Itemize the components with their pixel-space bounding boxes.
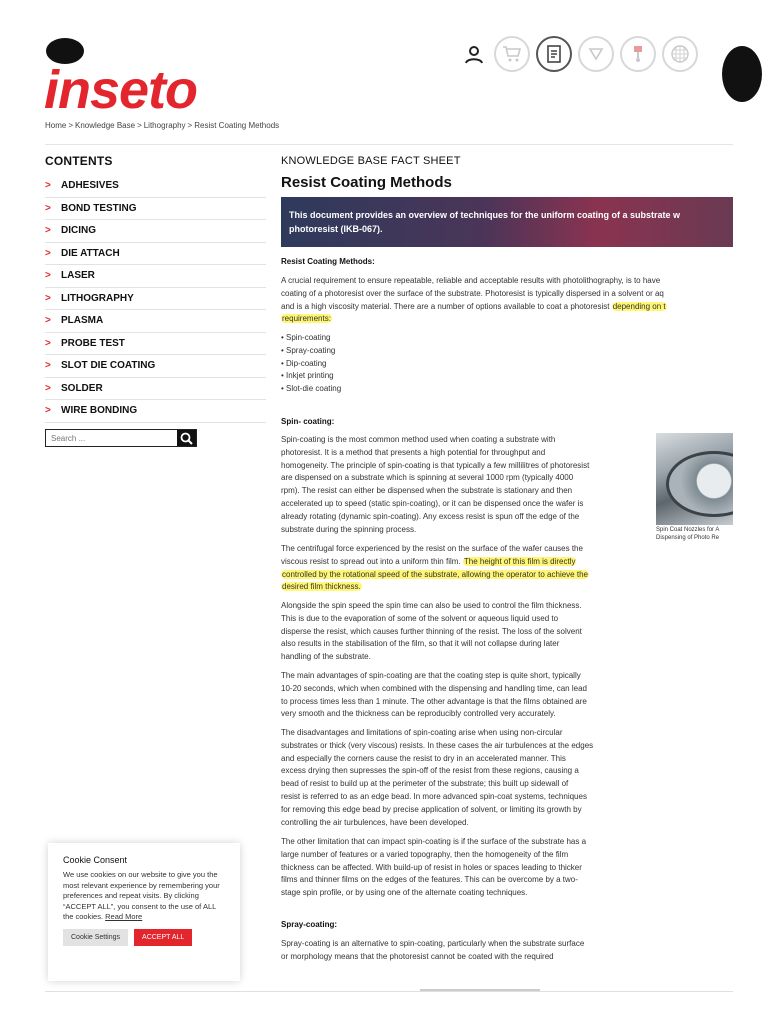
list-item: • Slot-die coating — [281, 384, 342, 394]
header-divider — [45, 144, 733, 145]
sidebar-item-wire-bonding[interactable]: > WIRE BONDING — [45, 400, 266, 423]
page-title: Resist Coating Methods — [281, 174, 452, 191]
footer-divider — [45, 991, 733, 992]
search-input[interactable] — [46, 430, 177, 446]
photo-caption: Spin Coat Nozzles for A Dispensing of Photo Re — [656, 527, 720, 541]
breadcrumb-current: Resist Coating Methods — [194, 121, 280, 130]
search-icon — [180, 432, 193, 445]
sidebar-title: CONTENTS — [45, 154, 113, 168]
chevron-right-icon: > — [45, 405, 51, 417]
brand-logo[interactable]: inseto — [44, 60, 198, 120]
chevron-right-icon: > — [45, 202, 51, 214]
sidebar-nav — [45, 175, 266, 423]
spin-paragraph-2: The centrifugal force experienced by the resist on the surface of the wafer causes the viscous resist to spread out into a uniform thin film. The height of this film is directly controlled by the rotational speed of the substrate, allowing the operator to achieve the desired film thickness. — [281, 544, 588, 592]
sidebar-item-solder[interactable]: > SOLDER — [45, 378, 266, 401]
sidebar-item-probe-test[interactable]: > PROBE TEST — [45, 333, 266, 356]
highlighted-text: controlled by the rotational speed of the substrate, allowing the operator to achieve the — [282, 569, 588, 579]
spin-paragraph-5: The disadvantages and limitations of spin-coating arise when using non-circular substrates or thick (very viscous) resists. In these cases the air turbulences at the edges and especially the corners cause the resist to dry in an accelerated manner. This excess drying then supresses the spin-off of the resist from these regions, causing a bead of resist to build up at the perimeter of the substrate; this built up sidewall of resist is referred to as an edge bead. In more advanced spin-coat systems, techniques for removing this edge bead by precise application of solvent, or limiting its growth by controlling the air turbulences, have been developed. — [281, 728, 594, 827]
highlighted-text: The height of this film is directly — [463, 556, 576, 566]
chevron-right-icon: > — [45, 315, 51, 327]
methods-list — [281, 332, 341, 396]
breadcrumb-lithography[interactable]: Lithography — [143, 121, 186, 130]
methods-intro: A crucial requirement to ensure repeatable, reliable and acceptable results with photolithography, is to have coating of a photoresist over the surface of the substrate. Photoresist is typically dispersed in a solvent or aq and is a high viscosity material. There are a number of options available to coat a photoresist depending on t requirements: — [281, 276, 666, 324]
spin-paragraph-1: Spin-coating is the most common method used when coating a substrate with photoresist. It is a method that presents a high potential for throughput and homogeneity. The principle of spin-coating is that typically a few millilitres of photoresist are dispensed on a substrate which is spinning at several 1000 rpm (typically 4000 rpm). The resist can either be dispensed when the substrate is stationary and then accelerated up to speed (static spin-coating), or it can be dispensed once the wafer is already rotating (dynamic spin-coating). Any excess resist is spun off the edge of the substrate during the spinning process. — [281, 435, 590, 534]
sidebar-item-dicing[interactable]: > DICING — [45, 220, 266, 243]
document-icon[interactable] — [536, 36, 572, 72]
probe-icon[interactable] — [578, 36, 614, 72]
read-more-link[interactable]: Read More — [105, 912, 143, 922]
sidebar-item-lithography[interactable]: > LITHOGRAPHY — [45, 288, 266, 311]
list-item: • Spray-coating — [281, 345, 336, 355]
breadcrumb: Home > Knowledge Base > Lithography > Resist Coating Methods — [45, 121, 280, 130]
accept-all-button[interactable]: ACCEPT ALL — [134, 929, 192, 946]
highlighted-text: requirements: — [282, 314, 331, 324]
sidebar-item-bond-testing[interactable]: > BOND TESTING — [45, 198, 266, 221]
search-box — [45, 429, 197, 447]
chevron-right-icon: > — [45, 180, 51, 192]
search-button[interactable] — [177, 430, 196, 446]
list-item: • Inkjet printing — [281, 371, 334, 381]
kb-label: KNOWLEDGE BASE FACT SHEET — [281, 155, 461, 167]
chevron-right-icon: > — [45, 360, 51, 372]
summary-banner: This document provides an overview of techniques for the uniform coating of a substrate w photoresist (IKB-067). — [281, 197, 733, 247]
chevron-right-icon: > — [45, 225, 51, 237]
section-heading-spin: Spin- coating: — [281, 417, 335, 426]
cart-icon[interactable] — [494, 36, 530, 72]
side-tab[interactable] — [722, 46, 762, 102]
chevron-right-icon: > — [45, 292, 51, 304]
chevron-right-icon: > — [45, 247, 51, 259]
cookie-text: We use cookies on our website to give you the most relevant experience by remembering your preferences and repeat visits. By clicking “ACCEPT ALL”, you consent to the use of ALL the cookies. Read More — [63, 870, 220, 922]
breadcrumb-knowledge-base[interactable]: Knowledge Base — [75, 121, 136, 130]
spin-coat-photo — [656, 433, 733, 525]
highlighted-text: depending on t — [612, 301, 666, 311]
cookie-consent-banner — [48, 843, 240, 981]
highlighted-text: desired film thickness. — [282, 582, 361, 592]
spray-paragraph: Spray-coating is an alternative to spin-coating, particularly when the substrate surface or morphology means that the photoresist cannot be coated with the required — [281, 939, 585, 961]
spin-paragraph-3: Alongside the spin speed the spin time can also be used to control the film thickness. This is due to the evaporation of some of the solvent or aqueous liquid used to disperse the resist, which causes further thinning of the resist. The loss of the solvent also results in the stabilisation of the film, so that it will not collapse during later handling of the substrate. — [281, 601, 582, 662]
chevron-right-icon: > — [45, 382, 51, 394]
chevron-right-icon: > — [45, 270, 51, 282]
sidebar-item-laser[interactable]: > LASER — [45, 265, 266, 288]
list-item: • Dip-coating — [281, 358, 327, 368]
cookie-title: Cookie Consent — [63, 855, 128, 865]
spin-paragraph-6: The other limitation that can impact spin-coating is if the surface of the substrate has a large number of features or a varied topography, then the homogeneity of the film thickness can be affected. With build-up of resist in holes or spaces leading to thicker films and thinner films on the edges of the features. This can be overcome by a two- stage spin profile, or by using one of the alternate coating techniques. — [281, 837, 587, 898]
spin-paragraph-4: The main advantages of spin-coating are that the coating step is quite short, typically 10-20 seconds, which when combined with the dispensing and handling time, can lead to process times less than 1 minute. The other advantage is that the films obtained are very smooth and the thickness can be reproducibly controlled very accurately. — [281, 671, 587, 719]
section-heading-methods: Resist Coating Methods: — [281, 257, 375, 266]
list-item: • Spin-coating — [281, 333, 331, 342]
user-icon[interactable] — [460, 40, 488, 68]
sidebar-item-die-attach[interactable]: > DIE ATTACH — [45, 243, 266, 266]
section-heading-spray: Spray-coating: — [281, 920, 338, 929]
sidebar-item-slot-die-coating[interactable]: > SLOT DIE COATING — [45, 355, 266, 378]
sidebar-item-adhesives[interactable]: > ADHESIVES — [45, 175, 266, 198]
sidebar-item-plasma[interactable]: > PLASMA — [45, 310, 266, 333]
cookie-settings-button[interactable]: Cookie Settings — [63, 929, 128, 946]
breadcrumb-home[interactable]: Home — [45, 121, 67, 130]
wafer-grid-icon[interactable] — [662, 36, 698, 72]
header-icons — [460, 36, 698, 72]
scroll-indicator — [420, 989, 540, 991]
dispense-icon[interactable] — [620, 36, 656, 72]
chevron-right-icon: > — [45, 337, 51, 349]
